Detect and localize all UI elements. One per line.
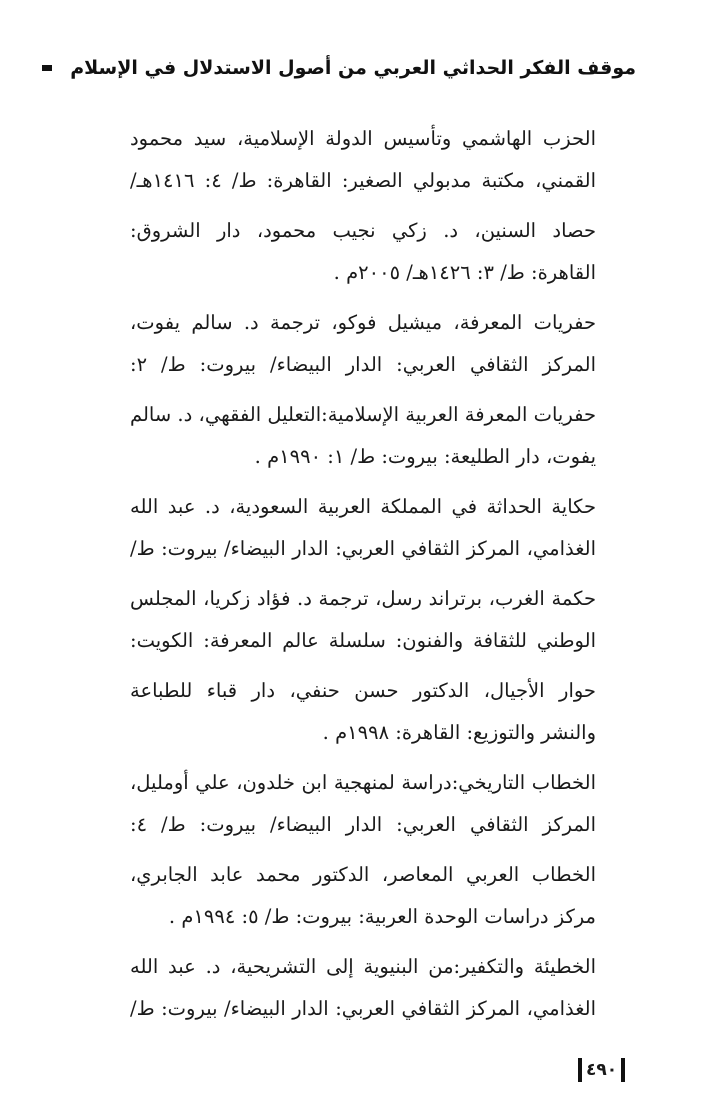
- bibliography-list: [130, 118, 596, 1038]
- entry-text: حصاد السنين، د. زكي نجيب محمود، دار الشروق: القاهرة: ط/ ٣: ١٤٢٦هـ/ ٢٠٠٥م .: [130, 219, 596, 284]
- bibliography-entry: [130, 486, 596, 570]
- bibliography-entry: [130, 302, 596, 386]
- bibliography-entry: [130, 394, 596, 478]
- entry-text: حكمة الغرب، برتراند رسل، ترجمة د. فؤاد زكريا، المجلس الوطني للثقافة والفنون: سلسلة عالم المعرفة: الكويت:: [130, 587, 596, 652]
- page-number-bar-right: [621, 1058, 625, 1082]
- entry-text: حفريات المعرفة، ميشيل فوكو، ترجمة د. سالم يفوت، المركز الثقافي العربي: الدار البيضاء/ بيروت: ط/ ٢:: [130, 311, 596, 376]
- bibliography-entry: [130, 762, 596, 846]
- entry-text: الحزب الهاشمي وتأسيس الدولة الإسلامية، سيد محمود القمني، مكتبة مدبولي الصغير: القاهرة: ط/ ٤: ١٤١٦هـ/: [130, 127, 596, 192]
- entry-text: الخطيئة والتكفير:من البنيوية إلى التشريحية، د. عبد الله الغذامي، المركز الثقافي العربي: الدار البيضاء/ بيروت: ط/: [130, 955, 596, 1020]
- bibliography-entry: [130, 854, 596, 938]
- page-number: [578, 1058, 625, 1082]
- entry-text: الخطاب العربي المعاصر، الدكتور محمد عابد الجابري، مركز دراسات الوحدة العربية: بيروت: ط/ ٥: ١٩٩٤م .: [130, 863, 596, 928]
- header-rule: [42, 65, 52, 71]
- entry-text: حفريات المعرفة العربية الإسلامية:التعليل الفقهي، د. سالم يفوت، دار الطليعة: بيروت: ط/ ١: ١٩٩٠م .: [130, 403, 596, 468]
- running-header: [36, 52, 636, 84]
- entry-text: حوار الأجيال، الدكتور حسن حنفي، دار قباء للطباعة والنشر والتوزيع: القاهرة: ١٩٩٨م .: [130, 679, 596, 744]
- bibliography-entry: [130, 210, 596, 294]
- entry-text: الخطاب التاريخي:دراسة لمنهجية ابن خلدون، علي أومليل، المركز الثقافي العربي: الدار البيضاء/ بيروت: ط/ ٤:: [130, 771, 596, 836]
- bibliography-entry: [130, 118, 596, 202]
- bibliography-entry: [130, 578, 596, 662]
- bibliography-entry: [130, 670, 596, 754]
- bibliography-entry: [130, 946, 596, 1030]
- page-number-text: ٤٩٠: [586, 1060, 618, 1080]
- entry-text: حكاية الحداثة في المملكة العربية السعودية، د. عبد الله الغذامي، المركز الثقافي العربي: الدار البيضاء/ بيروت: ط/: [130, 495, 596, 560]
- running-header-title: موقف الفكر الحداثي العربي من أصول الاستدلال في الإسلام: [70, 57, 636, 79]
